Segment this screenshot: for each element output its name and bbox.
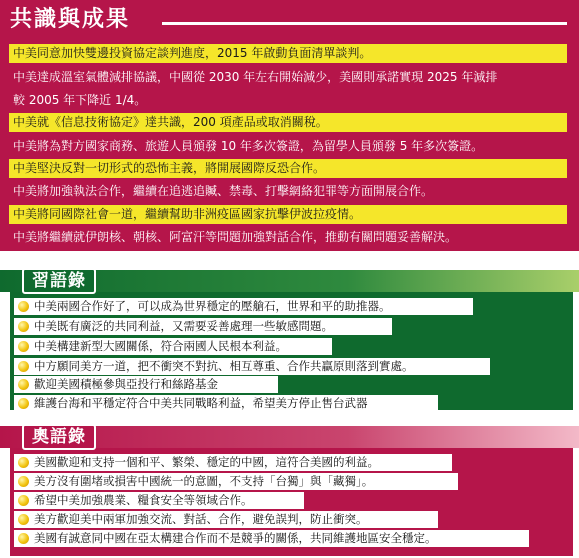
consensus-section — [0, 0, 579, 251]
bullet-icon — [18, 361, 29, 372]
xi-quote-text: 中美構建新型大國關係，符合兩國人民根本利益。 — [34, 339, 287, 353]
consensus-item: 中美將加強執法合作，繼續在追逃追贓、禁毒、打擊網絡犯罪等方面開展合作。 — [13, 184, 434, 198]
xi-quotes-section — [0, 262, 579, 414]
bullet-icon — [18, 321, 29, 332]
obama-quotes-title: 奧語錄 — [22, 424, 96, 450]
consensus-item: 中美堅決反對一切形式的恐怖主義，將開展國際反恐合作。 — [9, 159, 567, 178]
consensus-title: 共識與成果 — [10, 7, 131, 32]
consensus-item: 中美將繼續就伊朗核、朝核、阿富汗等問題加強對話合作，推動有關問題妥善解決。 — [13, 230, 458, 244]
obama-quote — [14, 530, 529, 547]
title-rule — [162, 22, 567, 25]
xi-quote — [14, 338, 332, 355]
obama-quote — [14, 454, 452, 471]
xi-quotes-title: 習語錄 — [22, 268, 96, 294]
consensus-item: 中美就《信息技術協定》達共識，200 項產品或取消關稅。 — [9, 113, 567, 132]
consensus-item: 中美將為對方國家商務、旅遊人員頒發 10 年多次簽證，為留學人員頒發 5 年多次簽證。 — [13, 139, 484, 153]
obama-quote-text: 希望中美加強農業、糧食安全等領域合作。 — [34, 493, 253, 507]
bullet-icon — [18, 514, 29, 525]
bullet-icon — [18, 533, 29, 544]
bullet-icon — [18, 457, 29, 468]
consensus-item: 較 2005 年下降近 1/4。 — [13, 93, 147, 107]
consensus-item: 中美達成溫室氣體減排協議，中國從 2030 年左右開始減少，美國則承諾實現 2025 年減排 — [13, 70, 498, 84]
xi-quote — [14, 395, 438, 412]
bullet-icon — [18, 379, 29, 390]
bullet-icon — [18, 398, 29, 409]
obama-quote — [14, 492, 304, 509]
xi-quote-text: 歡迎美國積極參與亞投行和絲路基金 — [34, 377, 218, 391]
xi-quote — [14, 376, 278, 393]
obama-quote-text: 美方歡迎美中兩軍加強交流、對話、合作，避免誤判，防止衝突。 — [34, 512, 368, 526]
obama-quotes-section — [0, 418, 579, 558]
xi-quote-text: 維護台海和平穩定符合中美共同戰略利益，希望美方停止售台武器 — [34, 396, 368, 410]
bullet-icon — [18, 301, 29, 312]
bullet-icon — [18, 495, 29, 506]
xi-quote-text: 中美兩國合作好了，可以成為世界穩定的壓艙石，世界和平的助推器。 — [34, 299, 391, 313]
bullet-icon — [18, 341, 29, 352]
xi-quote-text: 中方願同美方一道，把不衝突不對抗、相互尊重、合作共贏原則落到實處。 — [34, 359, 414, 373]
xi-quote-text: 中美既有廣泛的共同利益，又需要妥善處理一些敏感問題。 — [34, 319, 333, 333]
consensus-item: 中美同意加快雙邊投資協定談判進度，2015 年啟動負面清單談判。 — [9, 44, 567, 63]
obama-quote-text: 美國有誠意同中國在亞太構建合作而不是競爭的關係，共同維護地區安全穩定。 — [34, 531, 437, 545]
consensus-item: 中美將同國際社會一道，繼續幫助非洲疫區國家抗擊伊波拉疫情。 — [9, 205, 567, 224]
xi-quote — [14, 318, 392, 335]
xi-quote — [14, 358, 490, 375]
obama-quote-text: 美國歡迎和支持一個和平、繁榮、穩定的中國，這符合美國的利益。 — [34, 455, 379, 469]
obama-quote — [14, 473, 458, 490]
obama-quote — [14, 511, 438, 528]
obama-quote-text: 美方沒有圍堵或損害中國統一的意圖，不支持「台獨」與「藏獨」。 — [34, 474, 374, 488]
bullet-icon — [18, 476, 29, 487]
xi-quote — [14, 298, 473, 315]
